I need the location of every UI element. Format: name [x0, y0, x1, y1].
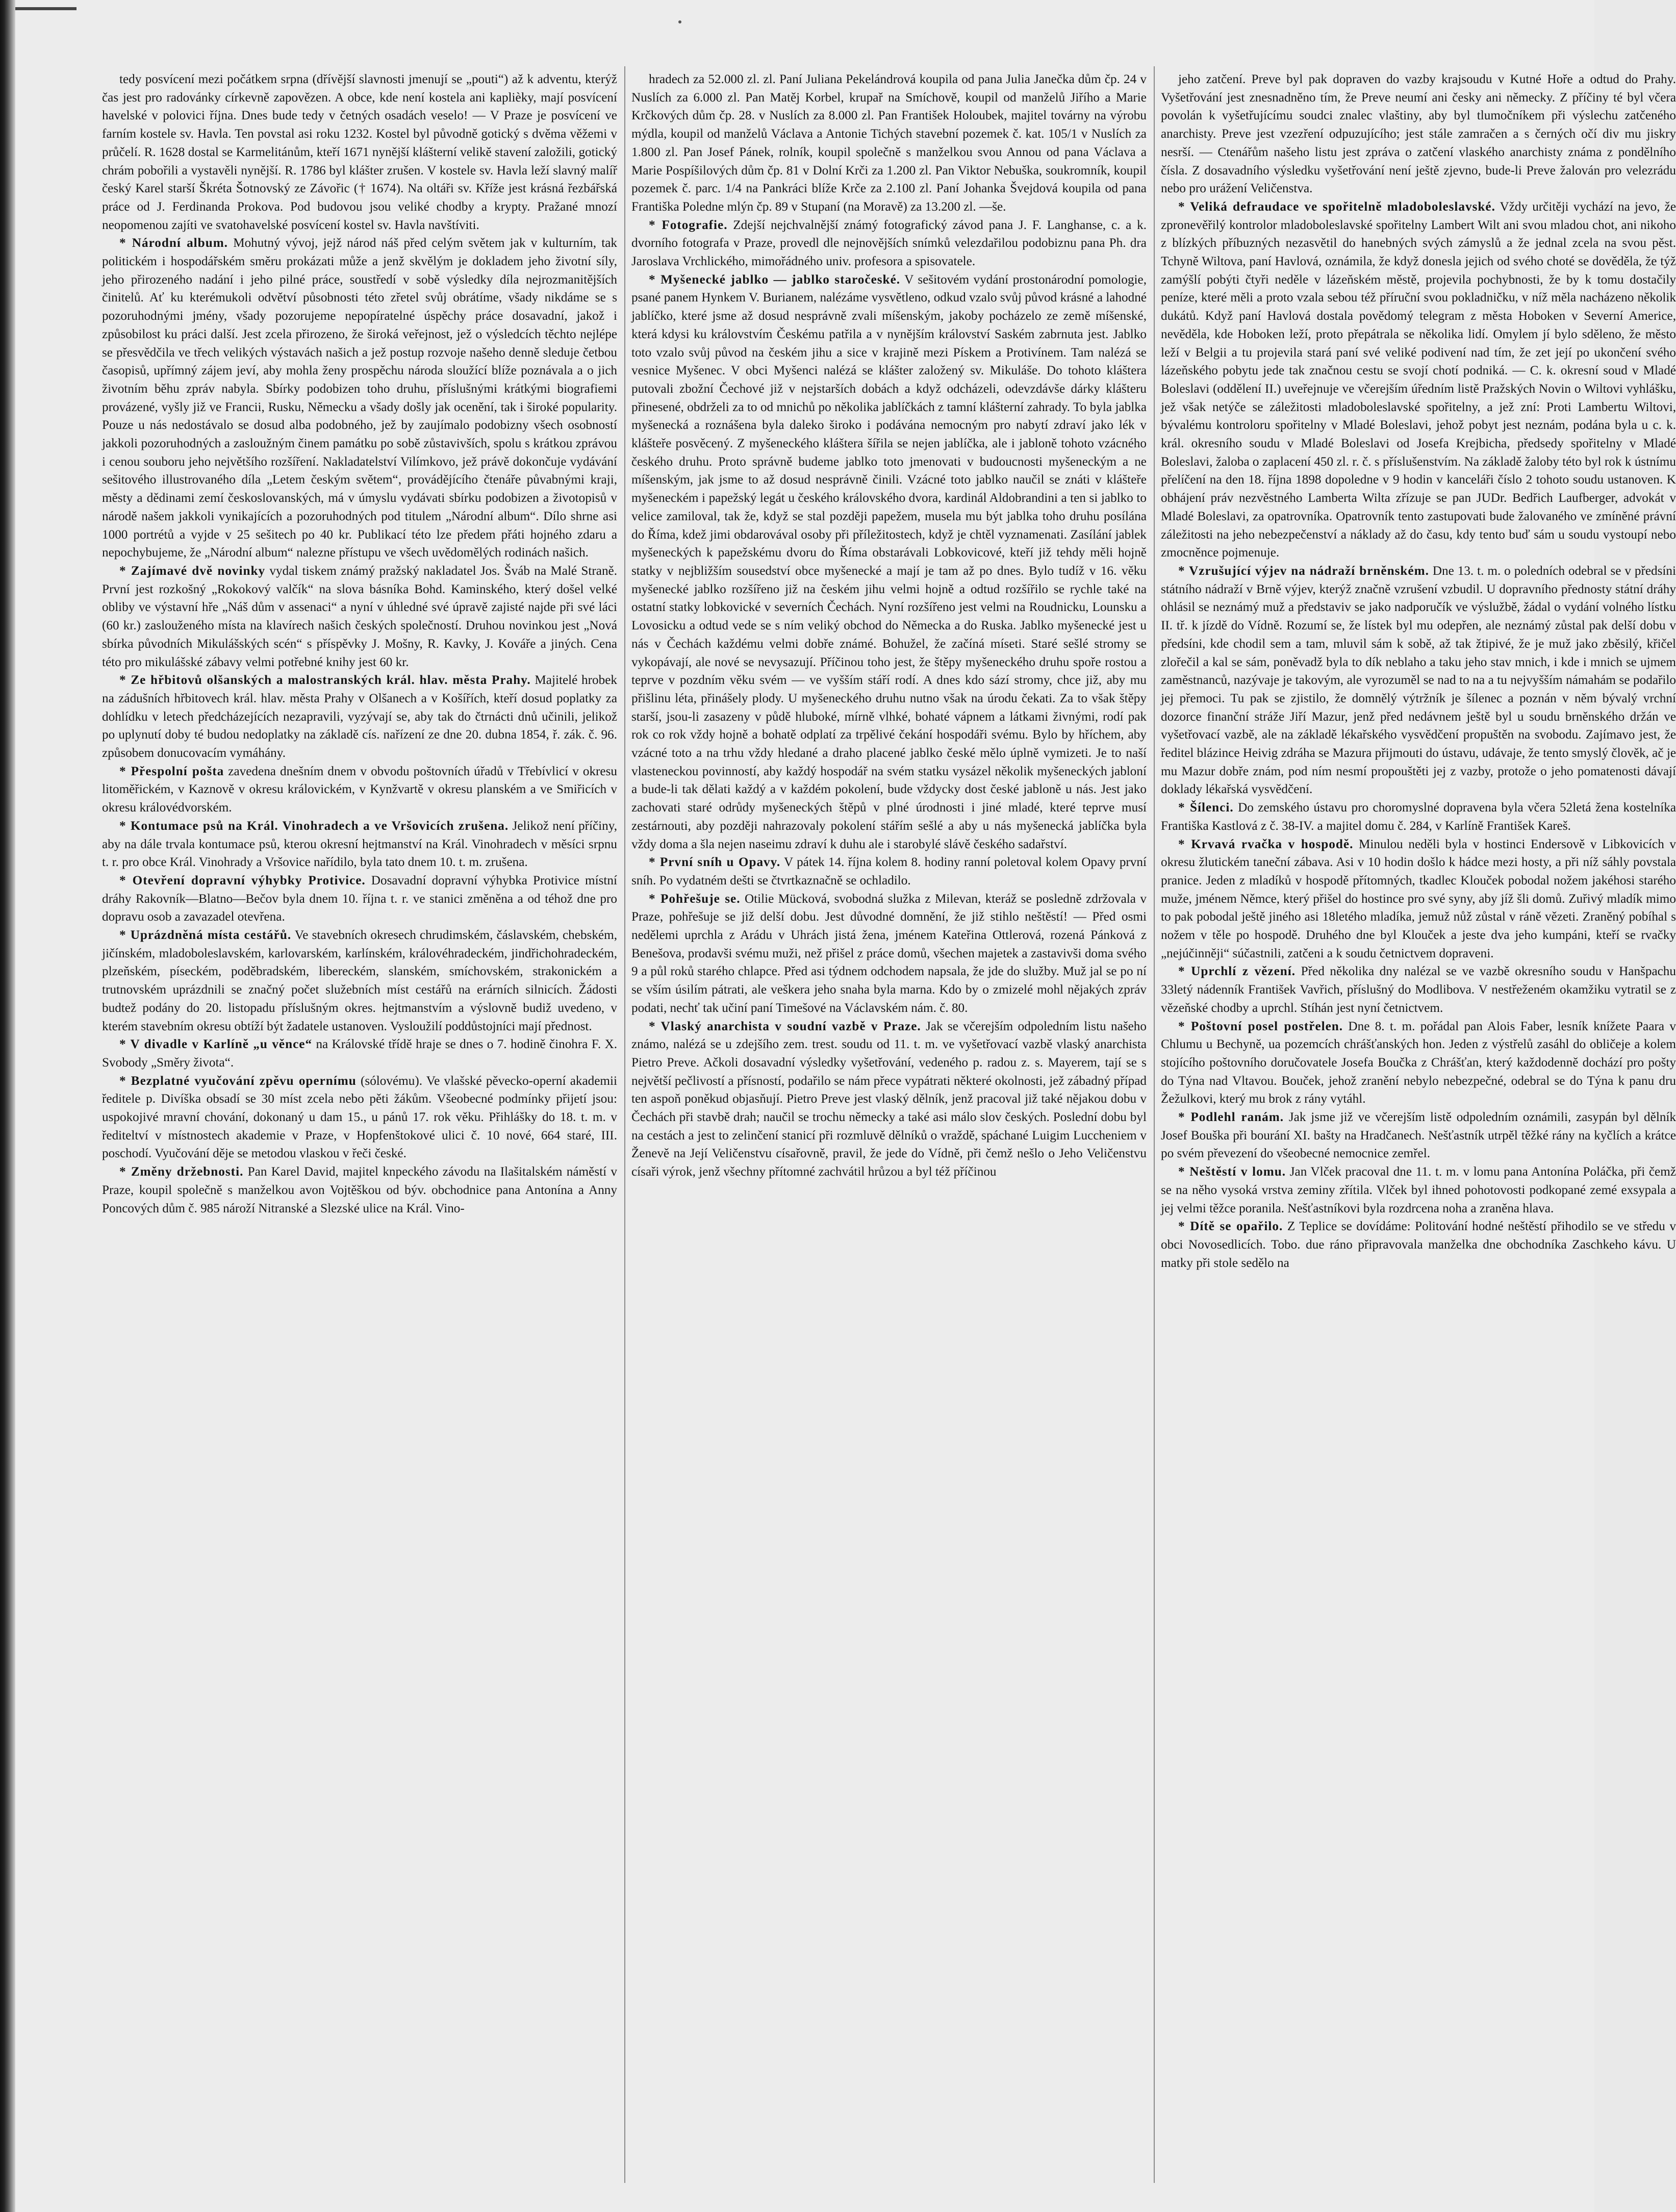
article-heading: * V divadle v Karlíně „u věnce“ — [119, 1037, 313, 1052]
article-text: hradech za 52.000 zl. zl. Paní Juliana Pekelándrová koupila od pana Julia Janečka dům čp. 24 v Nuslích za 6.000 zl. Pan Matěj Korbel, krupař na Smíchově, koupil od manželů Jiřího a Marie Krčkových dům čp. 28. v Nuslích za 8.000 zl. Pan František Holoubek, majitel továrny na výrobu mýdla, koupil od manželů Václava a Antonie Tichých stavební pozemek č. kat. 105/1 v Nuslích za 1.800 zl. Pan Josef Pánek, rolník, koupil společně s manželkou svou Annou od pana Václava a Marie Pospíšilových dům čp. 81 v Dolní Krči za 1.200 zl. Pan Viktor Nebuška, soukromník, koupil pozemek č. parc. 1/4 na Pankráci blíže Krče za 2.100 zl. Paní Johanka Švejdová koupila od pana Františka Poledne mlýn čp. 89 v Stupaní (na Moravě) za 13.200 zl. —še. — [631, 72, 1147, 214]
article-paragraph — [631, 271, 1147, 854]
article-heading: * Myšenecké jablko — jablko staročeské. — [649, 272, 901, 287]
article-heading: * Zajímavé dvě novinky — [119, 564, 266, 578]
article-heading: * Uprchlí z vězení. — [1178, 964, 1296, 979]
article-text: Mohutný vývoj, jejž národ náš před celým světem jak v kulturním, tak politickém i hospodářském směru prokázati může a jenž skvělým je dokladem jeho životní síly, jeho přirozeného nadání i jeho pilné práce, soustředí v sobě výsledky díla nejrozmanitějších činitelů. Ať ku kterémukoli odvětví působnosti této zřetel svůj obrátíme, všady nikdáme se s pozoruhodnými jmény, všady pozorujeme nepopíratelné úspěchy práce dosavadní, jakož i způsobilost ku práci další. Jest zcela přirozeno, že široká veřejnost, jež o výsledcích těchto nejlépe se přesvědčila ve třech velikých výstavách našich a jež postup rozvoje našeho denně sleduje četbou časopisů, upřímný zájem jeví, aby mohla ženy prospěchu národa sloužící blíže poznávala a o jich životním běhu zpráv nabyla. Sbírky podobizen toho druhu, příslušnými krátkými biografiemi provázené, vyšly již ve Francii, Rusku, Německu a všady došly jak ocenění, tak i široké popularity. Pouze u nás nedostávalo se dosud alba podobného, jež by zaujímalo podobizny všech osobností jakkoli pozoruhodných a zasloužným činem památku po sobě zůstavivších, spolu s krátkou zprávou i cenou souboru jeho největšího rozšíření. Nakladatelství Vilímkovo, jež právě dokončuje vydávání sešitového illustrovaného díla „Letem českým světem“, provádějícího čtenáře půvabnými kraji, městy a dědinami zemí českoslovanských, má v úmyslu vydávati sbírku podobizen a životopisů v národě našem jakkoli vynikajících a pozoruhodných pod titulem „Národní album“. Dílo shrne asi 1000 portrétů a vyjde v 25 sešitech po 40 kr. Publikací této lze předem přáti hojného zdaru a nepochybujeme, že „Národní album“ nalezne přístupu ve všech uvědomělých rodinách našich. — [102, 236, 618, 560]
article-paragraph — [1161, 962, 1676, 1017]
article-heading: * Šílenci. — [1178, 801, 1234, 815]
article-paragraph — [102, 234, 617, 562]
article-heading: * Veliká defraudace ve spořitelně mladoboleslavské. — [1178, 199, 1495, 214]
article-heading: * Vzrušující výjev na nádraží brněnském. — [1178, 564, 1429, 578]
article-heading: * Kontumace psů na Král. Vinohradech a ve Vršovicích zrušena. — [119, 819, 509, 833]
article-heading: * Národní album. — [119, 236, 228, 250]
article-paragraph — [1161, 1217, 1676, 1272]
article-paragraph — [102, 562, 617, 671]
article-text: Před několika dny nalézal se ve vazbě okresního soudu v Hanšpachu 33letý nádenník František Vavřich, příslušný do Modlibova. V nestřeženém okamžiku vytratil se z vězeňské chodby a uprchl. Stíhán jest nyní četnictvem. — [1161, 964, 1676, 1015]
article-paragraph — [1161, 70, 1676, 198]
article-paragraph — [102, 1035, 617, 1072]
article-text: Z Teplice se dovídáme: Politování hodné neštěstí přihodilo se ve středu v obci Novosedlicích. Tobo. due ráno připravovala manželka dne obchodníka Zaschkeho kávu. U matky při stole sedělo na — [1161, 1219, 1676, 1270]
article-text: Jan Vlček pracoval dne 11. t. m. v lomu pana Antonína Poláčka, při čemž se na něho vysoká vrstva zeminy zřítila. Vlček byl ihned pohotovosti podkopané zemé exsypala a jej velmi těžce poranila. Nešťastníkovi byla rozdrcena noha a zraněna hlava. — [1161, 1165, 1676, 1215]
article-paragraph — [1161, 562, 1676, 799]
article-paragraph — [631, 216, 1147, 271]
article-heading: * Krvavá rvačka v hospodě. — [1178, 837, 1354, 851]
article-text: Dosavadní dopravní výhybka Protivice místní dráhy Rakovník—Blatno—Bečov byla dnem 10. října t. r. ve stanici změněna a od téhož dne pro dopravu osob a zavazadel otevřena. — [102, 873, 617, 924]
article-heading: * Podlehl ranám. — [1178, 1110, 1284, 1125]
article-text: V sešitovém vydání prostonárodní pomologie, psané panem Hynkem V. Burianem, nalézáme vysvětleno, odkud vzalo svůj původ krásné a lahodné jablíčko, které jsme až dosud nesprávně zvali míšenským, jakoby pocházelo ze země míšenské, která kdysi ku královstvím Českému patřila a v nynějším království Saském zabrnuta jest. Jablko toto vzalo svůj původ na českém jihu a sice v krajině mezi Pískem a Protivínem. Tam nalézá se vesnice Myšenec. V obci Myšenci nalézá se klášter založený sv. Mikuláše. Do tohoto kláštera putovali zbožní Čechové již v nejstarších dobách a když odcházeli, odevzdávše dárky klášteru přinesené, obdrželi za to od mnichů po několika jablíčkách z tamní klášterní zahrady. To byla jablka myšenecká a roznášena byla daleko široko i podávána nemocným pro nabytí zdraví jako lék v klášteře posvěcený. Z myšeneckého kláštera šířila se nejen jablíčka, ale i jabloně tohoto vzácného českého druhu. Proto správně budeme jablko toto jmenovati v budoucnosti myšeneckým a ne míšenským, jak jsme to až dosud nesprávně činili. Vzácné toto jablko naučil se znáti v klášteře myšeneckém i papežský legát u českého královského dvora, kardinál Aldobrandini a ten si jablko to velice zamiloval, tak že, když se stal později papežem, musela mu být jablka toho druhu posílána do Říma, kdež jimi obdarovával osoby při příležitostech, když je chtěl vyznamenati. Zasílání jablek myšeneckých k papežskému dvoru do Říma obstarávali Lobkovicové, kteří již tehdy měli hojně statky v nejbližším sousedství obce myšenecké a mají je tam až po dnes. Bylo tudíž v 16. věku myšenecké jablko rozšířeno již na českém jihu velmi hojně a odtud rozšířilo se rychle také na ostatní statky lobkovické v severních Čechách. Nyní rozšířeno jest velmi na Roudnicku, Lounsku a Lovosicku a odtud vede se s ním veliký obchod do Německa a do Ruska. Jablko myšenecké jest u nás v Čechách každému velmi dobře známé. Bohužel, že začíná míseti. Staré sešlé stromy se vykopávají, ale nové se nevysazují. Příčinou toho jest, že štěpy myšeneckého druhu spoře rostou a teprve v pozdním věku svém — ve vyšším stáří rodí. A dnes kdo sází stromy, chce již, aby mu přišlinu léta, přinášely plody. U myšeneckého druhu nutno však na úrodu čekati. Za to však štěpy starší, jsou-li zasazeny v půdě hluboké, mírně vlhké, bohaté vápnem a látkami živnými, rodí pak rok co rok vždy hojně a bohatě odplatí za trpělivé čekání hospodáři svému. Bylo by hříchem, aby vzácné toto a na trhu vždy hledané a draho placené jablko české mělo úplně vymizeti. Je to naší vlasteneckou povinností, aby každý hospodář na svém statku vysázel několik myšeneckých jabloní a bude-li tak dělati každý a v každém pokolení, bude vždycky dost české jabloně u nás. Jest jako zachovati staré odrůdy myšeneckých štěpů v plné úrodnosti i jiné mladé, které teprve musí zestárnouti, aby později nahrazovaly pokolení stářím sešlé a aby u nás myšenecká jablíčka byla vždy doma a šla nejen naseimu zdraví k duhu ale i starobylé slávě českého sadařství. — [631, 272, 1147, 851]
article-paragraph — [631, 70, 1147, 216]
article-paragraph — [631, 890, 1147, 1018]
article-text: Otilie Mücková, svobodná služka z Milevan, kteráž se posledně zdržovala v Praze, pohřešuje se již delší dobu. Jest důvodné domnění, že již stihlo neštěstí! — Před osmi nedělemi uprchla z Arádu v Uhrách jistá žena, jménem Kateřina Ottlerová, rozená Pánková z Benešova, prodavši svému muži, než přišel z práce domů, všechen majetek a zastavivši doma svého 9 a půl roků starého chlapce. Před asi týdnem odchodem napsala, že jde do služby. Muž jal se po ní se vším úsilím pátrati, ale veškera jeho snaha byla marna. Kdo by o zmizelé mohl nějakých zpráv podati, nechť tak učiní paní Timešové na Václavském nám. č. 80. — [631, 892, 1147, 1015]
article-text: (sólovému). Ve vlašské pěvecko-operní akademii ředitele p. Divíška obsadí se 30 míst zcela nebo pěti žákům. Všeobecné podmínky přijetí jsou: uspokojivé mravní chování, dokonaný u dam 15., u pánů 17. rok věku. Přihlášky do 18. t. m. v řediteltví v místnostech akademie v Praze, v Hopfenštokové ulici č. 10 nové, 664 staré, III. poschodí. Vyučování děje se metodou vlaskou v řeči české. — [102, 1074, 618, 1161]
column-rule-1 — [624, 66, 625, 2183]
scan-speck — [678, 20, 681, 23]
article-paragraph — [631, 853, 1147, 889]
article-text: na Královské třídě hraje se dnes o 7. hodině činohra F. X. Svobody „Směry života“. — [102, 1037, 617, 1070]
article-paragraph — [102, 817, 617, 872]
article-paragraph — [631, 1018, 1147, 1181]
article-heading: * Fotografie. — [649, 218, 728, 232]
article-heading: * Otevření dopravní výhybky Protivice. — [119, 873, 366, 887]
article-heading: * První sníh u Opavy. — [649, 855, 781, 870]
article-text: Jak jsme již ve včerejším listě odpoledním oznámili, zasypán byl dělník Josef Bouška při bourání XI. bašty na Hradčanech. Nešťastník utrpěl těžké rány na kyčlích a krátce po svém převezení do všeobecné nemocnice zemřel. — [1161, 1110, 1676, 1161]
article-text: Jelikož není příčiny, aby na dále trvala kontumace psů, kterou okresní hejtmanství na Král. Vinohradech v měsíci srpnu t. r. pro obce Král. Vinohrady a Vršovice nařídilo, byla tato dnem 10. t. m. zrušena. — [102, 819, 618, 870]
article-text: vydal tiskem známý pražský nakladatel Jos. Šváb na Malé Straně. První jest rozkošný „Rokokový valčík“ na slova básníka Bohd. Kaminského, který došel velké obliby ve výstavní hře „Náš dům v assenaci“ a nyní v úhledné své úpravě zajisté najde při své láci (60 kr.) zaslouženého místa na klavírech našich českých společností. Druhou novinkou jest „Nová sbírka původních Mikulášských scén“ s příspěvky J. Mošny, R. Kavky, J. Kováře a jiných. Cena této pro mikulášské zábavy velmi potřebné knihy jest 60 kr. — [102, 564, 618, 669]
article-heading: * Pohřešuje se. — [649, 892, 741, 906]
article-paragraph — [102, 671, 617, 762]
column-3 — [1161, 70, 1676, 2167]
article-paragraph — [1161, 799, 1676, 835]
article-paragraph — [102, 70, 617, 234]
article-paragraph — [1161, 198, 1676, 562]
article-heading: * Přespolní pošta — [119, 764, 224, 778]
article-paragraph — [1161, 1163, 1676, 1217]
article-paragraph — [1161, 835, 1676, 963]
article-text: Ve stavebních okresech chrudimském, čáslavském, chebském, jičínském, mladoboleslavském, karlovarském, karlínském, královéhradeckém, jindřichohradeckém, plzeňském, píseckém, poděbradském, libereckém, slanském, smíchovském, strakonickém a trutnovském uprázdnili se značný počet služebních míst cestářů na erárních silnicích. Žádosti budtež podány do 20. listopadu příslušným okres. hejtmanstvím a výslovně budiž uvedeno, v kterém stavebním okresu obtíží být žadatele ustanoven. Vysloužilí poddůstojníci mají přednost. — [102, 928, 617, 1033]
article-text: Dne 13. t. m. o poledních odebral se v předsíni státního nádraží v Brně výjev, kterýž značně vzrušení vzbudil. U dopravního přednosty státní dráhy ohlásil se neznámý muž a představiv se jako nadporučík ve výslužbě, žádal o vydání volného lístku II. tř. k jízdě do Vídně. Rozumí se, že lístek byl mu odepřen, ale neznámý zůstal pak delší dobu v předsíni, kde chodil sem a tam, mluvil sám k sobě, až tak žtipivé, že je muž jako zběsilý, křičel zlořečil a kal se sám, poněvadž byla to dík neblaho a taku jeho stav mnich, i kde i mnich se ujmem zaměstnanců, nazývaje je takovým, ale vyrozuměl se nad to na a tu nejvyšším námahám se podařilo jej přemoci. Tu pak se zjistilo, že domnělý výtržník je šílenec a poznán v něm bývalý vrchní dozorce finanční stráže Jiří Mazur, jenž před nedávnem ještě byl u soudu brněnského držán ve vyšetřovací vazbě, ale na základě lékařského vysvědčení propuštěn na svobodu. Zajímavo jest, že ředitel blázince Heivig zdráha se Mazura přijmouti do ústavu, udávaje, že tento smyslý člověk, ač je mu Mazur dobře znám, pod ním nesmí propouštěti jej z vazby, protože o jeho pomatenosti dávají doklady lékařská vysvědčení. — [1161, 564, 1676, 797]
article-text: V pátek 14. října kolem 8. hodiny ranní poletoval kolem Opavy první sníh. Po vydatném dešti se čtvrtkaznačně se ochladilo. — [631, 855, 1147, 887]
article-paragraph — [102, 1072, 617, 1163]
article-paragraph — [102, 926, 617, 1035]
article-paragraph — [102, 872, 617, 926]
column-2 — [631, 70, 1147, 2167]
article-heading: * Poštovní posel postřelen. — [1178, 1019, 1343, 1033]
article-heading: * Vlaský anarchista v soudní vazbě v Praze. — [649, 1019, 921, 1033]
article-text: Do zemského ústavu pro choromyslné dopravena byla včera 52letá žena kostelníka Františka Kastlová z č. 38-IV. a majitel domu č. 284, v Karlíně František Kareš. — [1161, 801, 1676, 833]
article-text: Vždy určitěji vychází na jevo, že zpronevěřilý kontrolor mladoboleslavské spořitelny Lambert Wilt ani svou mladou chot, ani nikoho z blízkých příbuzných nezasvětil do hanebných svých zámyslů a že jednal zcela na svou pěst. Tchyně Wiltova, paní Havlová, oznámila, že když donesla jejich od svého choté se dověděla, že týž zamýšlí pobýti čtyři neděle v lázeňském městě, projevila pochybnosti, že by k tomu dostačily peníze, které měli a proto vzala sebou též příruční svou pokladničku, v níž měla nacházeno několik dukátů. Když paní Havlová dostala povědomý telegram z města Hoboken v Severní Americe, nevěděla, kde Hoboken leží, proto přepátrala se několika lidí. Omylem jí bylo sděleno, že město leží v Belgii a tu projevila stará paní své veliké podivení nad tím, že zet její po ukončení svého lázeňského pobytu jede tak značnou cestu se svojí chotí podniká. — C. k. okresní soud v Mladé Boleslavi (oddělení II.) uveřejnuje ve včerejším úředním listě Pražských Novin o Wiltovi vyhlášku, jež však netýče se záležitosti mladoboleslavské spořitelny, a jež zní: Proti Lambertu Wiltovi, bývalému kontroloru spořitelny v Mladé Boleslavi, jehož pobyt jest neznám, podána byla u c. k. král. okresního soudu v Mladé Boleslavi od Josefa Krejbicha, předsedy spořitelny v Mladé Boleslavi, žaloba o zaplacení 450 zl. r. č. s příslušenstvím. Na základě žaloby této byl rok k ústnímu přelíčení na den 18. října 1898 dopoledne v 9 hodin v kanceláři číslo 2 tohoto soudu ustanoven. K obhájení práv nezvěstného Lamberta Wilta zřízuje se pan JUDr. Bedřich Laufberger, advokát v Mladé Boleslavi, za opatrovníka. Opatrovník tento zastupovati bude žalovaného ve zmíněné právní záležitosti na jeho nebezpečenství a náklady až do času, kdy tento buď sám u soudu vystoupí nebo zmocněnce pojmenuje. — [1161, 199, 1676, 560]
article-text: tedy posvícení mezi počátkem srpna (dřívější slavnosti jmenují se „pouti“) až k adventu, kterýž čas jest pro radovánky církevně zapovězen. A obce, kde není kostela ani kaplièky, mají posvícení havelské v polovici října. Dnes bude tedy v četných osadách veselo! — V Praze je posvícení ve farním kostele sv. Havla. Ten povstal asi roku 1232. Kostel byl původně gotický s dvěma věžemi v průčelí. R. 1628 dostal se Karmelitánům, kteří 1671 nynější klášterní velikě stavení založili, gotický chrám pobořili a vystavěli nynější. R. 1786 byl klášter zrušen. V kostele sv. Havla leží slavný malíř český Karel starší Škréta Šotnovský ze Závořic († 1674). Na oltáři sv. Kříže jest krásná řezbářská práce od J. Ferdinanda Prokova. Pod budovou jsou veliké chodby a krypty. Pražané mnozí neopomenou zajíti ve svatohavelské posvícení kostel sv. Havla navštíviti. — [102, 72, 617, 232]
article-heading: * Změny držebnosti. — [119, 1165, 244, 1179]
article-text: zavedena dnešním dnem v obvodu poštovních úřadů v Třebívlicí v okresu litoměřickém, v Kaznově v okresu královickém, v Kynžvartě v okresu planském a ve Smiřicích v okresu královédvorském. — [102, 764, 618, 815]
column-1 — [102, 70, 617, 2167]
scan-top-mark — [15, 7, 77, 10]
article-heading: * Ze hřbitovů olšanských a malostranských král. hlav. města Prahy. — [119, 673, 531, 688]
article-text: Minulou neděli byla v hostinci Endersově v Libkovicích v okresu žlutickém taneční zábava. Asi v 10 hodin došlo k hádce mezi hosty, a při níž sáhly povstala pranice. Jeden z mladíků v hospodě přítomných, tkadlec Klouček pobodal nožem jakéhosi starého muže, jménem Němce, který přišel do hostince pro své syny, aby jíž šli domů. Zuřivý mladík mimo to pak pobodal ještě jiného asi 18letého mladíka, jemuž nůž zůstal v ráně vězeti. Zraněný pobíhal s nožem v těle po hospodě. Druhého dne byl Klouček a jeste dva jeho kumpáni, kteří se rvačky „nejúčinněji“ súčastnili, zatčeni a k soudu četnictvem dopraveni. — [1161, 837, 1676, 960]
article-text: jeho zatčení. Preve byl pak dopraven do vazby krajsoudu v Kutné Hoře a odtud do Prahy. Vyšetřování jest znesnadněno tím, že Preve neumí ani česky ani německy. Z příčiny té byl včera povolán k vyšetřujícímu soudci znalec vlaštiny, aby byl tlumočníkem při výslechu zatčeného anarchisty. Preve jest vzezření odpuzujícího; jest stále zamračen a s černých očí div mu jiskry nesrší. — Ctenářům našeho listu jest zpráva o zatčení vlaského anarchisty známa z pondělního čísla. Z dosavadního výsledku vyšetřování není ještě zjevno, bude-li Preve žalován pro velezrádu nebo pro urážení Veličenstva. — [1161, 72, 1676, 196]
column-rule-2 — [1154, 66, 1155, 2183]
article-text: Dne 8. t. m. pořádal pan Alois Faber, lesník knížete Paara v Chlumu u Bechyně, ua pozemcích chrášťanských hon. Jeden z výstřelů zasáhl do obličeje a kolem stojícího poštovního doručovatele Josefa Boučka z Chrášťan, který každodenně dochází pro pošty do Týna nad Vltavou. Bouček, jehož zranění nebylo nebezpečné, odebral se do Týna k panu dru Žežulkovi, který mu brok z rány vytáhl. — [1161, 1019, 1676, 1106]
article-paragraph — [1161, 1108, 1676, 1163]
article-heading: * Neštěstí v lomu. — [1178, 1165, 1286, 1179]
article-text: Pan Karel David, majitel knpeckého závodu na Ilašitalském náměstí v Praze, koupil společně s manželkou avon Vojtěškou od býv. obchodnice pana Antonína a Anny Poncových dům č. 985 nároží Nitranské a Slezské ulice na Král. Vino- — [102, 1165, 618, 1215]
scan-edge-shadow — [0, 0, 15, 2212]
article-text: Majitelé hrobek na zádušních hřbitovech král. hlav. města Prahy v Olšanech a v Košířích, kteří dosud poplatky za dohlídku v letech předcházejících nezapravili, vyzývají se, aby tak do čtrnácti dnů učinili, jelikož po uplynutí doby té budou nedoplatky na základě cís. nařízení ze dne 20. dubna 1854, ř. zák. č. 96. způsobem donucovacím vymáhány. — [102, 673, 617, 760]
article-paragraph — [102, 762, 617, 817]
article-paragraph — [1161, 1018, 1676, 1109]
article-text: Zdejší nejchvalnější známý fotografický závod pana J. F. Langhanse, c. a k. dvorního fotografa v Praze, provedl dle nejnovějších snímků velezdařilou podobiznu pana Ph. dra Jaroslava Vrchlického, mimořádného univ. profesora a spisovatele. — [631, 218, 1147, 269]
article-heading: * Uprázdněná místa cestářů. — [119, 928, 292, 943]
article-heading: * Bezplatné vyučování zpěvu opernímu — [119, 1074, 357, 1088]
article-paragraph — [102, 1163, 617, 1217]
article-heading: * Dítě se opařilo. — [1178, 1219, 1283, 1234]
article-text: Jak se včerejším odpoledním listu našeho známo, nalézá se u zdejšího zem. trest. soudu od 11. t. m. ve vyšetřovací vazbě vlaský anarchista Pietro Preve. Ačkoli dosavadní výsledky vyšetřování, vedeného p. radou z. s. Mayerem, tají se s největší pečlivostí a přísností, podařilo se nám přece vypátrati některé okolnosti, jež zábadný případ ten aspoň poněkud objasňují. Pietro Preve jest vlaský dělník, jenž pracoval již také nějakou dobu v Čechách při stavbě drah; naučil se trochu německy a také asi málo slov českých. Poslední dobu byl na cestách a jest to zelinčení stanicí při rozmluvě dělníků o vraždě, spáchané Luigim Luccheniem v Ženevě na Její Veličenstvu císařovně, pravil, že jede do Vídně, při čemž nešlo o Jeho Veličenstvu císaři výrok, jenž všechny přítomné zachvátil hrůzou a byl též příčinou — [631, 1019, 1147, 1179]
